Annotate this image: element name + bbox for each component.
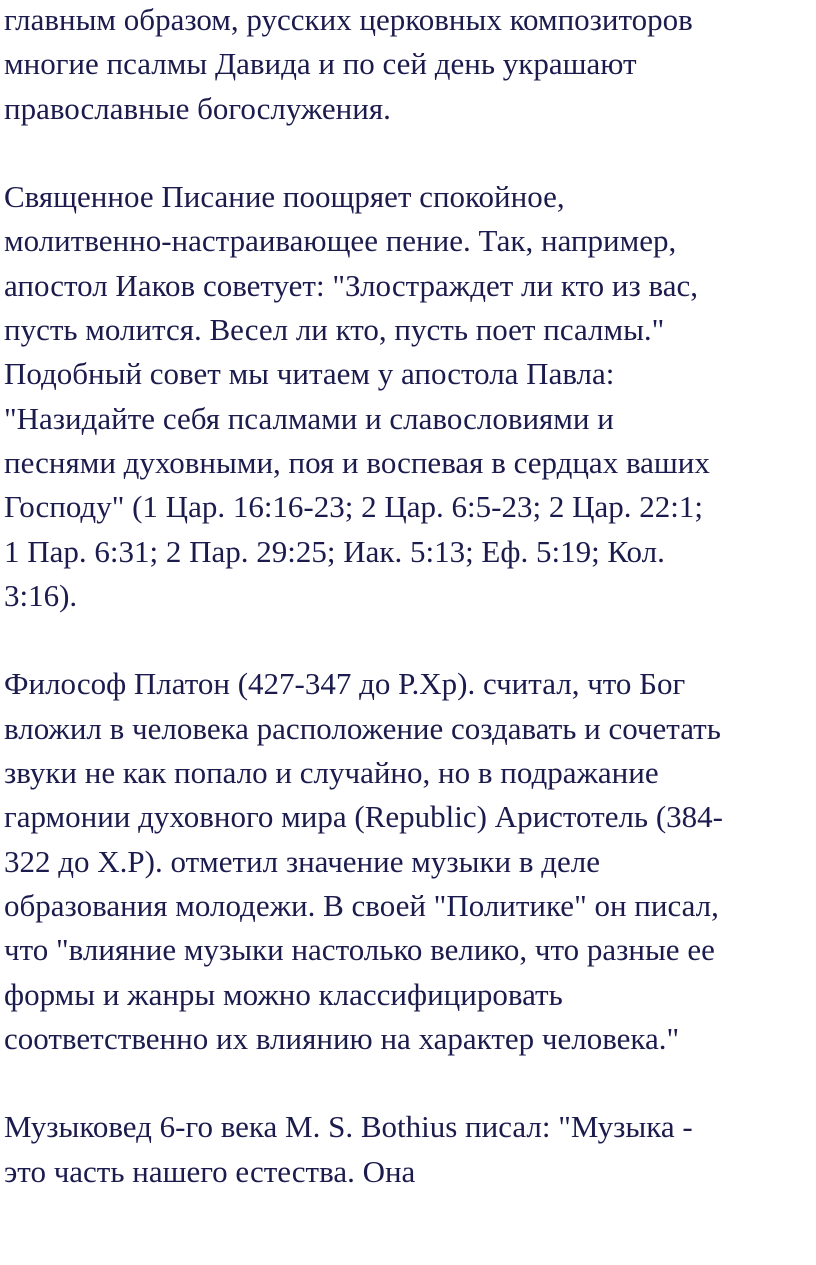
- paragraph-1: [4, 0, 816, 131]
- text-line: формы и жанры можно классифицировать: [4, 976, 563, 1012]
- text-line: 3:16).: [4, 577, 78, 613]
- text-line: молитвенно-настраивающее пение. Так, например,: [4, 223, 677, 259]
- text-line: песнями духовными, поя и воспевая в сердцах ваших: [4, 444, 710, 480]
- text-line: главным образом, русских церковных композиторов: [4, 2, 693, 37]
- paragraph-gap: [4, 131, 816, 175]
- text-line: апостол Иаков советует: "Злостраждет ли кто из вас,: [4, 267, 698, 303]
- text-line: Музыковед 6-го века M. S. Bothius писал: "Музыка -: [4, 1109, 693, 1145]
- text-line: Подобный совет мы читаем у апостола Павла:: [4, 356, 615, 392]
- text-line: гармонии духовного мира (Republic) Аристотель (384-: [4, 799, 723, 835]
- text-line: Господу" (1 Цар. 16:16-23; 2 Цар. 6:5-23; 2 Цар. 22:1;: [4, 489, 703, 525]
- paragraph-gap: [4, 1061, 816, 1105]
- paragraph-3: [4, 662, 816, 1061]
- text-line: вложил в человека расположение создавать и сочетать: [4, 710, 721, 746]
- text-line: "Назидайте себя псалмами и славословиями и: [4, 400, 614, 436]
- text-line: это часть нашего естества. Она: [4, 1153, 416, 1189]
- paragraph-4: [4, 1105, 816, 1194]
- text-line: что "влияние музыки настолько велико, что разные ее: [4, 932, 715, 968]
- text-line: православные богослужения.: [4, 90, 391, 126]
- text-line: соответственно их влиянию на характер человека.": [4, 1020, 680, 1056]
- paragraph-gap: [4, 618, 816, 662]
- text-line: звуки не как попало и случайно, но в подражание: [4, 755, 659, 791]
- text-line: 322 до Х.Р). отметил значение музыки в деле: [4, 843, 600, 879]
- text-line: Философ Платон (427-347 до Р.Хр). считал, что Бог: [4, 666, 686, 702]
- paragraph-2: [4, 175, 816, 618]
- text-line: пусть молится. Весел ли кто, пусть поет псалмы.": [4, 312, 665, 348]
- text-line: образования молодежи. В своей "Политике" он писал,: [4, 887, 719, 923]
- text-line: Священное Писание поощряет спокойное,: [4, 179, 565, 215]
- text-line: 1 Пар. 6:31; 2 Пар. 29:25; Иак. 5:13; Еф. 5:19; Кол.: [4, 533, 665, 569]
- text-line: многие псалмы Давида и по сей день украшают: [4, 46, 637, 82]
